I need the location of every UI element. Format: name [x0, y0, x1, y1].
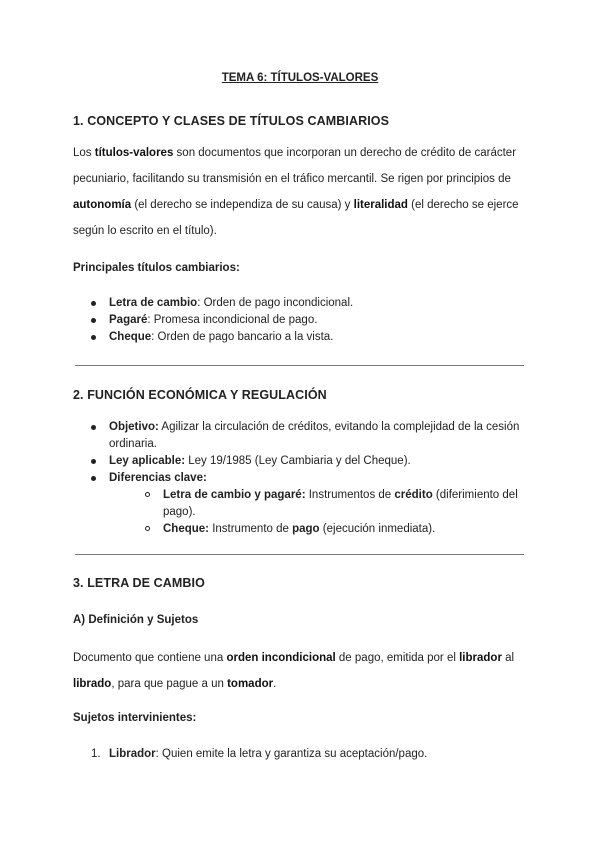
section-3-list-label: Sujetos intervinientes: — [73, 712, 197, 724]
list-item: Cheque: Orden de pago bancario a la vista. — [91, 329, 521, 346]
section-1-heading: 1. CONCEPTO Y CLASES DE TÍTULOS CAMBIARIOS — [73, 114, 390, 128]
bullet-icon — [91, 318, 96, 323]
list-item: Objetivo: Agilizar la circulación de créditos, evitando la complejidad de la cesión ordinaria. — [91, 419, 521, 453]
document-title: TEMA 6: TÍTULOS-VALORES — [221, 72, 379, 84]
section-1-list — [91, 295, 521, 346]
section-1-list-label: Principales títulos cambiarios: — [73, 262, 240, 274]
bullet-icon — [91, 335, 96, 340]
divider — [75, 554, 524, 555]
bullet-icon — [91, 301, 96, 306]
section-3-paragraph: Documento que contiene una orden incondicional de pago, emitida por el librador al librado, para que pague a un tomador. — [73, 652, 515, 690]
section-3-heading: 3. LETRA DE CAMBIO — [73, 576, 205, 590]
list-item: Ley aplicable: Ley 19/1985 (Ley Cambiaria y del Cheque). — [91, 453, 521, 470]
section-3-subheading: A) Definición y Sujetos — [73, 614, 199, 626]
list-item: Diferencias clave: Letra de cambio y pagaré: Instrumentos de crédito (diferimiento del pago). Cheque: Instrumento de pago (ejecución inmediata). — [91, 470, 521, 538]
sub-list-item: Letra de cambio y pagaré: Instrumentos de crédito (diferimiento del pago). — [145, 487, 521, 521]
section-2-heading: 2. FUNCIÓN ECONÓMICA Y REGULACIÓN — [73, 388, 327, 402]
list-item: Pagaré: Promesa incondicional de pago. — [91, 312, 521, 329]
divider — [75, 365, 524, 366]
bullet-icon — [91, 425, 96, 430]
sub-list — [109, 487, 521, 538]
ordered-list-item: 1. Librador: Quien emite la letra y garantiza su aceptación/pago. — [91, 748, 428, 760]
sub-list-item: Cheque: Instrumento de pago (ejecución inmediata). — [145, 521, 521, 538]
section-1-paragraph: Los títulos-valores son documentos que incorporan un derecho de crédito de carácter pecuniario, facilitando su transmisión en el tráfico mercantil. Se rigen por principios de autonomía (el derecho se independiza de su causa) y literalidad (el derecho se ejerce según lo escrito en el título). — [73, 147, 519, 237]
section-2-list — [91, 419, 521, 538]
circle-bullet-icon — [145, 492, 150, 497]
list-item: Letra de cambio: Orden de pago incondicional. — [91, 295, 521, 312]
circle-bullet-icon — [145, 526, 150, 531]
bullet-icon — [91, 476, 96, 481]
bullet-icon — [91, 459, 96, 464]
